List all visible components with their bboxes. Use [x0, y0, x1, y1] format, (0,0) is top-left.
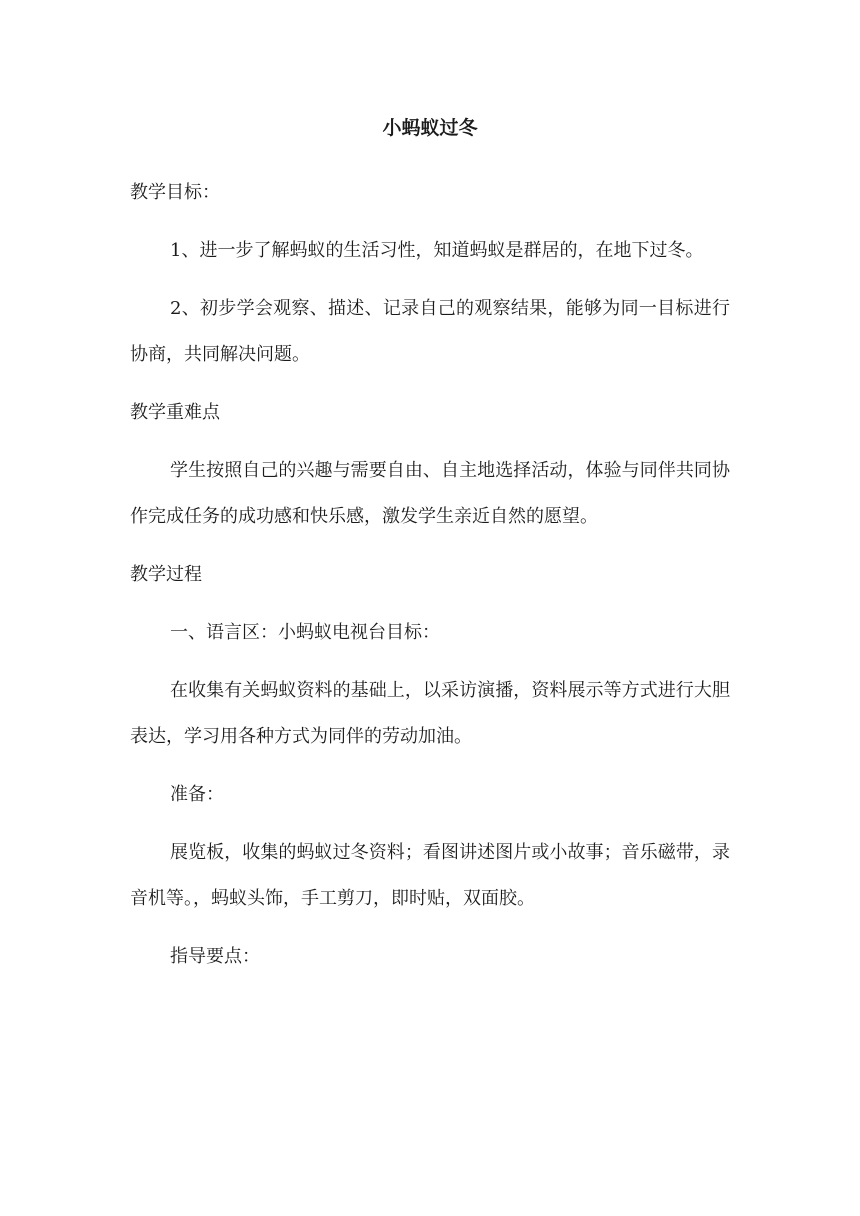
- paragraph-preparation-label: 准备：: [170, 784, 224, 805]
- paragraph-objective-1: 1、进一步了解蚂蚁的生活习性，知道蚂蚁是群居的，在地下过冬。: [170, 240, 704, 261]
- paragraph-preparation: 展览板，收集的蚂蚁过冬资料；看图讲述图片或小故事；音乐磁带，录音机等。，蚂蚁头饰，手工剪刀，即时贴，双面胶。: [130, 842, 730, 909]
- paragraph-language-area: 一、语言区：小蚂蚁电视台目标：: [170, 622, 440, 643]
- section-heading-key-points: 教学重难点: [130, 402, 220, 423]
- section-heading-objectives: 教学目标：: [130, 182, 220, 203]
- paragraph-key-points: 学生按照自己的兴趣与需要自由、自主地选择活动，体验与同伴共同协作完成任务的成功感和快乐感，激发学生亲近自然的愿望。: [130, 460, 730, 527]
- document-title: 小蚂蚁过冬: [382, 117, 478, 139]
- document-body: [130, 170, 730, 980]
- paragraph-language-goal: 在收集有关蚂蚁资料的基础上，以采访演播，资料展示等方式进行大胆表达，学习用各种方式为同伴的劳动加油。: [130, 680, 730, 747]
- paragraph-objective-2: 2、初步学会观察、描述、记录自己的观察结果，能够为同一目标进行协商，共同解决问题。: [130, 298, 730, 365]
- paragraph-guidance-label: 指导要点：: [170, 946, 260, 967]
- section-heading-process: 教学过程: [130, 564, 202, 585]
